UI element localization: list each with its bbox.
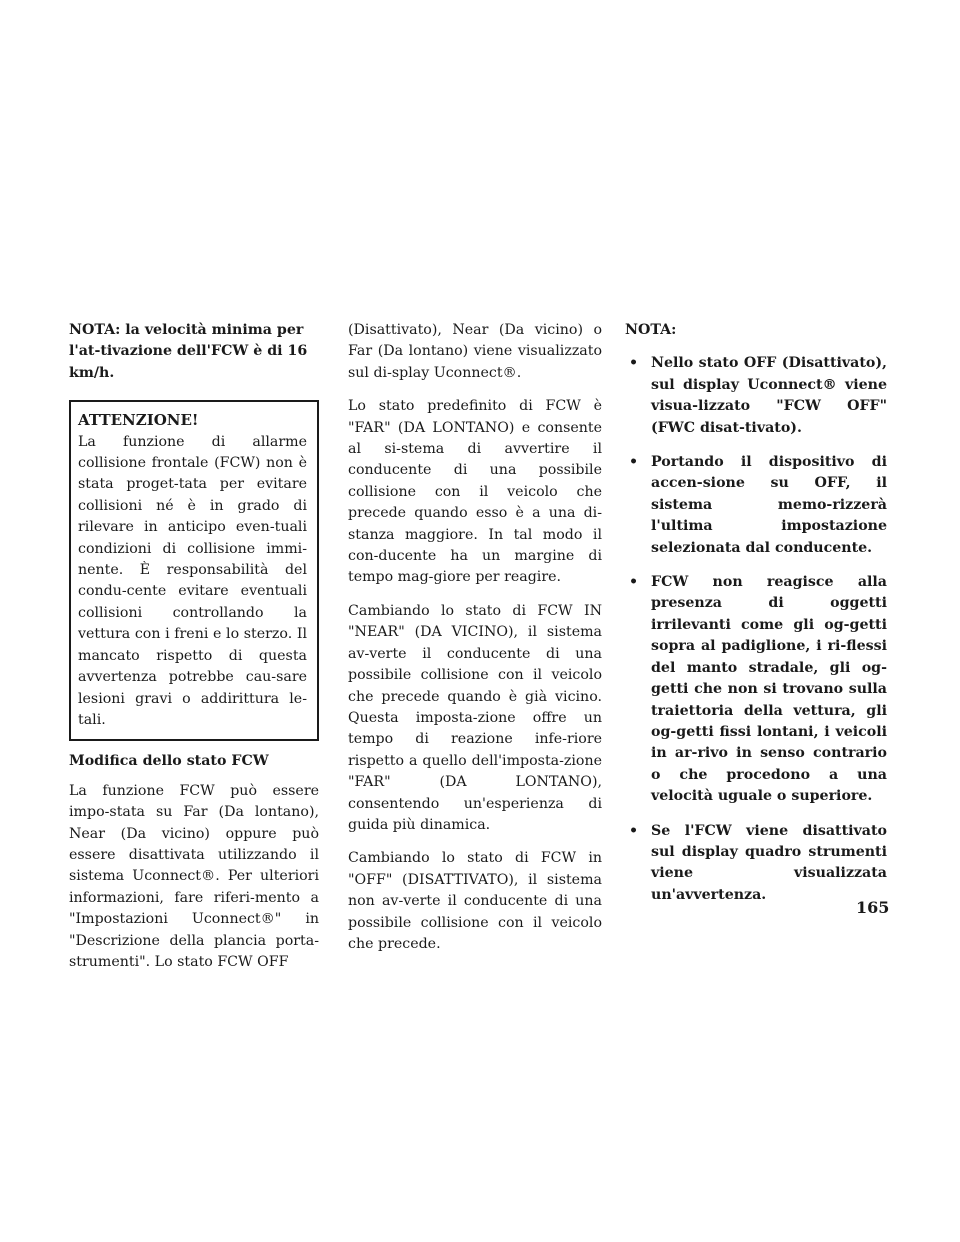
- warning-title: ATTENZIONE!: [78, 411, 199, 430]
- page-number: 165: [856, 898, 890, 917]
- list-item-text: Portando il dispositivo di accen-sione su OFF, il sistema memo-rizzerà l'ultima impostazione selezionata dal conducente.: [651, 454, 887, 556]
- warning-box: [69, 400, 319, 741]
- nota-heading: NOTA:: [625, 322, 677, 338]
- section-heading: Modifica dello stato FCW: [69, 753, 269, 770]
- speed-note: NOTA: la velocità minima per l'at-tivazione dell'FCW è di 16 km/h.: [69, 322, 308, 381]
- warning-text: La funzione di allarme collisione frontale (FCW) non è stata proget-tata per evitare collisioni né è in grado di rilevare in anticipo even-tuali condizioni di collisione immi-nente. È responsabilità del condu-cente evitare eventuali collisioni controllando la vettura con i freni e lo sterzo. Il mancato rispetto di questa avvertenza potrebbe cau-sare lesioni gravi o addirittura le-tali.: [78, 433, 307, 728]
- paragraph: (Disattivato), Near (Da vicino) o Far (Da lontano) viene visualizzato sul di-splay Uconnect®.: [348, 322, 602, 381]
- paragraph: Cambiando lo stato di FCW in "OFF" (DISATTIVATO), il sistema non av-verte il conducente di una possibile collisione con il veicolo che precede.: [348, 850, 602, 952]
- list-item: [625, 572, 887, 807]
- list-item: [625, 452, 887, 559]
- list-item-text: Se l'FCW viene disattivato sul display quadro strumenti viene visualizzata un'avvertenza.: [651, 822, 887, 903]
- bullet-icon: •: [629, 822, 639, 839]
- bullet-icon: •: [629, 355, 639, 372]
- list-item-text: Nello stato OFF (Disattivato), sul display Uconnect® viene visua-lizzato "FCW OFF" (FWC disat-tivato).: [651, 355, 887, 436]
- column-right: [625, 320, 890, 919]
- column-left: [69, 320, 319, 985]
- list-item: [625, 821, 887, 907]
- bullet-icon: •: [629, 454, 639, 471]
- list-item-text: FCW non reagisce alla presenza di oggetti irrilevanti come gli og-getti sopra al padiglione, i ri-flessi del manto stradale, gli og-getti che non si trovano sulla traiettoria della vettura, gli og-getti fissi lontani, i veicoli in ar-rivo in senso contrario o che procedono a una velocità uguale o superiore.: [651, 574, 887, 805]
- paragraph: Cambiando lo stato di FCW IN "NEAR" (DA VICINO), il sistema av-verte il conducente di una possibile collisione con il veicolo che precede quando è già vicino. Questa imposta-zione offre un tempo di reazione infe-riore rispetto a quello dell'imposta-zione "FAR" (DA LONTANO), consentendo un'esperienza di guida più dinamica.: [348, 602, 602, 833]
- paragraph: La funzione FCW può essere impo-stata su Far (Da lontano), Near (Da vicino) oppure può essere disattivata utilizzando il sistema Uconnect®. Per ulteriori informazioni, fare riferi-mento a "Impostazioni Uconnect®" in "Descrizione della plancia porta-strumenti". Lo stato FCW OFF: [69, 782, 319, 970]
- column-middle: [348, 320, 602, 967]
- bullet-icon: •: [629, 574, 639, 591]
- paragraph: Lo stato predefinito di FCW è "FAR" (DA LONTANO) e consente al si-stema di avvertire il conducente di una possibile collisione con il veicolo che precede quando esso è a una di-stanza maggiore. In tal modo il con-ducente ha un margine di tempo mag-giore per reagire.: [348, 398, 602, 586]
- list-item: [625, 353, 887, 439]
- note-list: [625, 353, 887, 906]
